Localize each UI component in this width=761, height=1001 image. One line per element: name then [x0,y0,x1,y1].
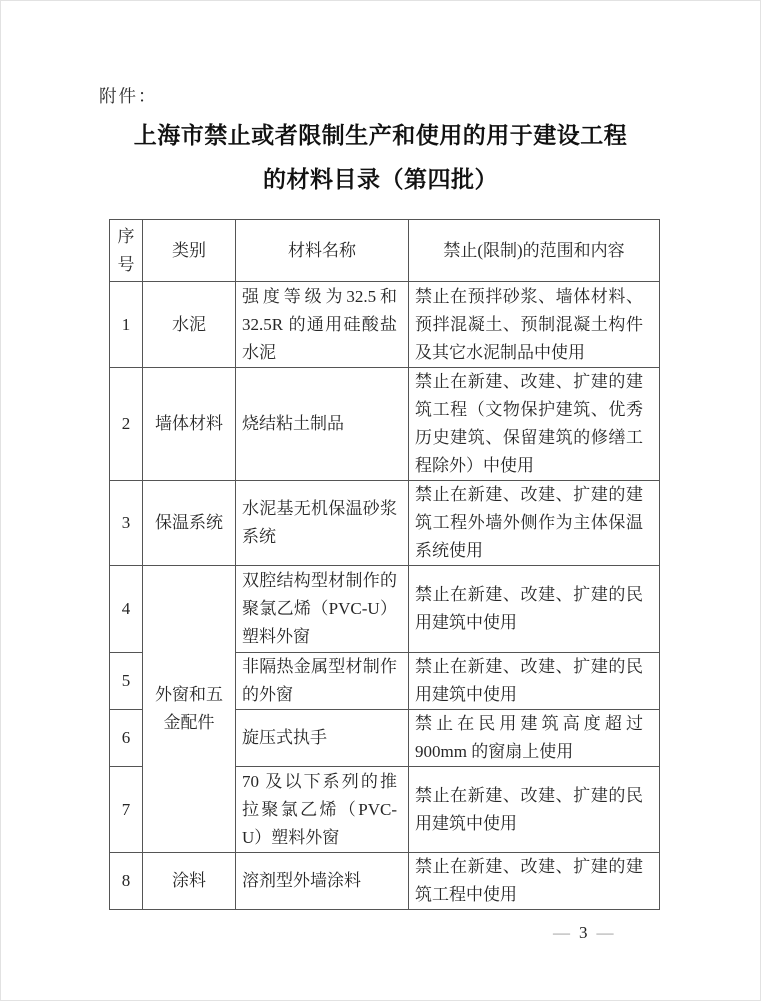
material-cell: 双腔结构型材制作的聚氯乙烯（PVC-U）塑料外窗 [236,566,409,653]
serial-cell: 3 [110,481,143,566]
table-row [110,282,660,368]
header-category: 类别 [143,220,236,282]
header-material: 材料名称 [236,220,409,282]
category-cell-merged: 外窗和五金配件 [143,566,236,853]
category-cell: 保温系统 [143,481,236,566]
serial-cell: 4 [110,566,143,653]
scope-cell: 禁止在民用建筑高度超过900mm 的窗扇上使用 [409,710,660,767]
material-cell: 溶剂型外墙涂料 [236,853,409,910]
material-cell: 非隔热金属型材制作的外窗 [236,653,409,710]
table-row [110,566,660,653]
page-number-value: 3 [579,923,588,942]
attachment-label: 附件： [99,86,158,106]
scope-cell: 禁止在新建、改建、扩建的民用建筑中使用 [409,653,660,710]
scope-cell: 禁止在预拌砂浆、墙体材料、预拌混凝土、预制混凝土构件及其它水泥制品中使用 [409,282,660,368]
page-number [553,923,614,943]
table-row [110,853,660,910]
scope-cell: 禁止在新建、改建、扩建的民用建筑中使用 [409,566,660,653]
table-header-row [110,220,660,282]
document-title-line2: 的材料目录（第四批） [263,167,498,192]
document-title-line1: 上海市禁止或者限制生产和使用的用于建设工程 [133,123,628,148]
serial-cell: 8 [110,853,143,910]
scope-cell: 禁止在新建、改建、扩建的民用建筑中使用 [409,767,660,853]
category-cell: 墙体材料 [143,368,236,481]
material-cell: 水泥基无机保温砂浆系统 [236,481,409,566]
header-serial: 序号 [110,220,143,282]
serial-cell: 7 [110,767,143,853]
material-cell: 旋压式执手 [236,710,409,767]
table-row [110,481,660,566]
material-cell: 强度等级为32.5和32.5R 的通用硅酸盐水泥 [236,282,409,368]
serial-cell: 1 [110,282,143,368]
serial-cell: 2 [110,368,143,481]
category-cell: 涂料 [143,853,236,910]
material-cell: 烧结粘土制品 [236,368,409,481]
table-row [110,368,660,481]
materials-table [109,219,660,910]
category-cell: 水泥 [143,282,236,368]
scope-cell: 禁止在新建、改建、扩建的建筑工程中使用 [409,853,660,910]
material-cell: 70 及以下系列的推拉聚氯乙烯（PVC-U）塑料外窗 [236,767,409,853]
document-title [1,114,760,202]
serial-cell: 5 [110,653,143,710]
scope-cell: 禁止在新建、改建、扩建的建筑工程外墙外侧作为主体保温系统使用 [409,481,660,566]
page-number-dash-right: — [596,923,614,942]
page-number-dash-left: — [553,923,570,942]
header-scope: 禁止(限制)的范围和内容 [409,220,660,282]
scope-cell: 禁止在新建、改建、扩建的建筑工程（文物保护建筑、优秀历史建筑、保留建筑的修缮工程除外）中使用 [409,368,660,481]
serial-cell: 6 [110,710,143,767]
